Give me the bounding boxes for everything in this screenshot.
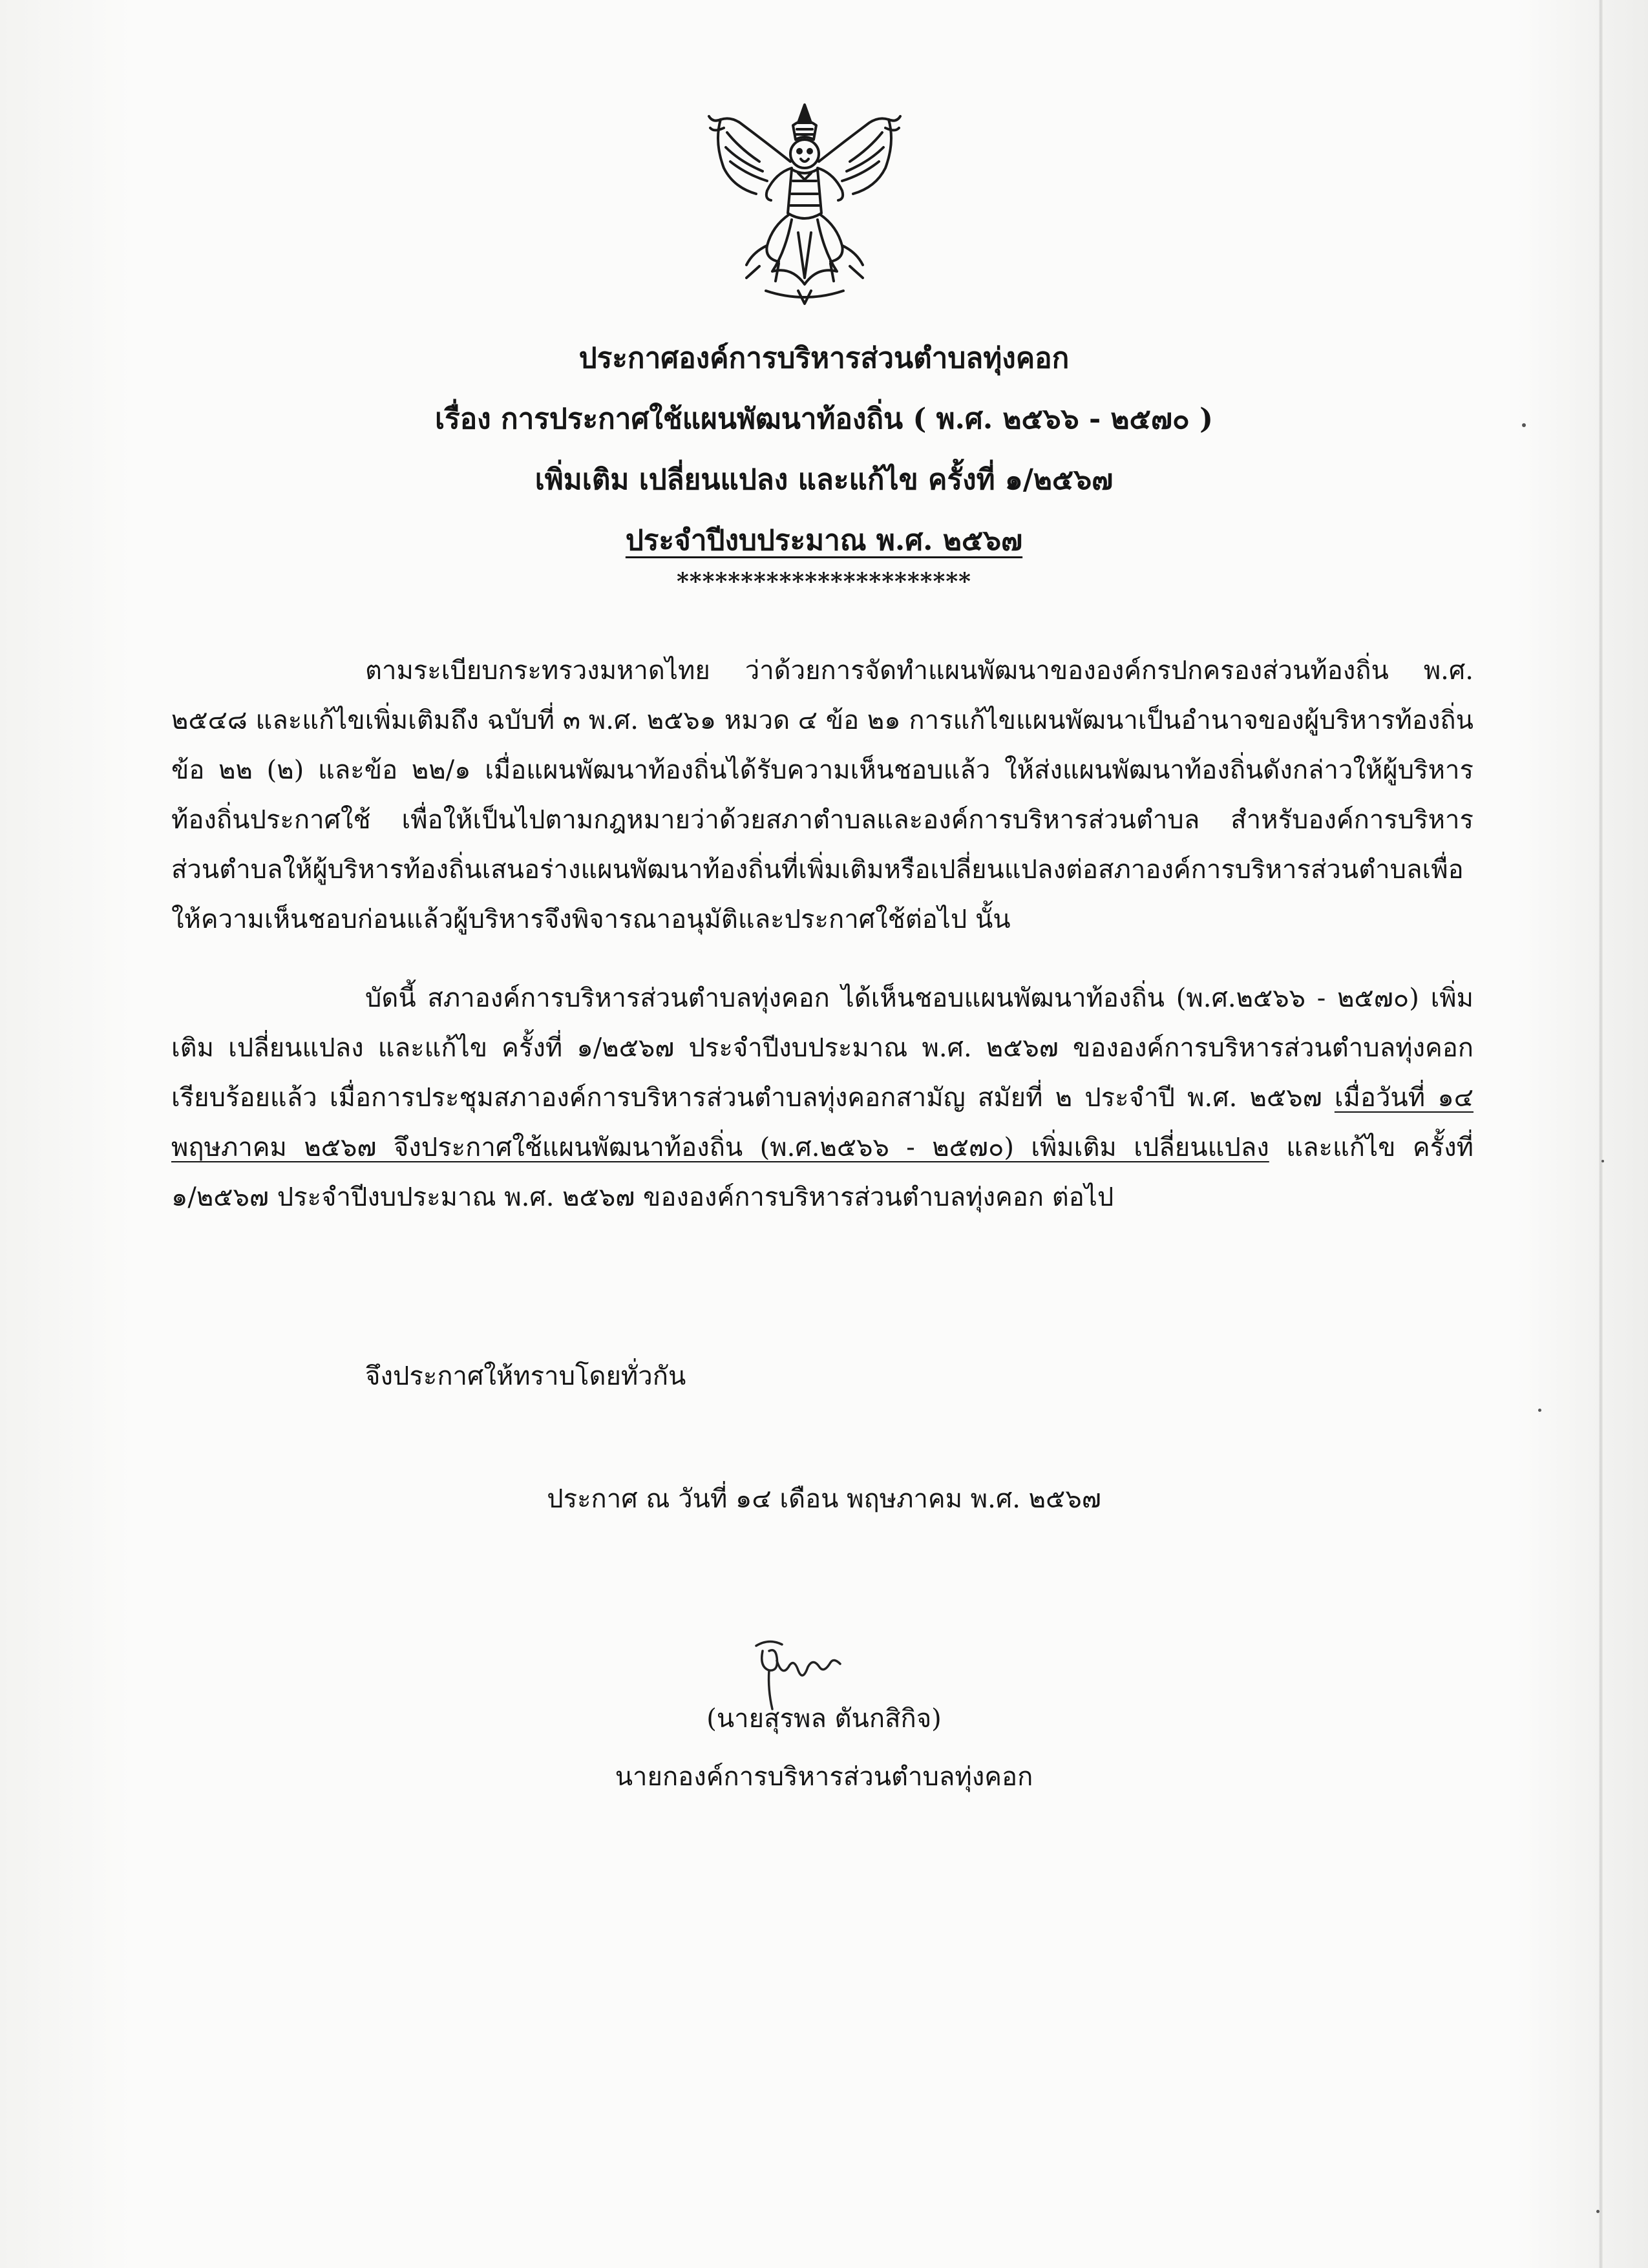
scan-speck xyxy=(1538,1409,1541,1412)
scan-speck xyxy=(1596,2210,1600,2213)
document-body xyxy=(171,646,1474,1252)
garuda-emblem-icon xyxy=(695,97,914,317)
closing-statement: จึงประกาศให้ทราบโดยทั่วกัน xyxy=(365,1361,686,1391)
body-paragraph-2 xyxy=(171,974,1474,1223)
body-paragraph-1: ตามระเบียบกระทรวงมหาดไทย ว่าด้วยการจัดทำแผนพัฒนาขององค์กรปกครองส่วนท้องถิ่น พ.ศ. ๒๕๔๘ และแก้ไขเพิ่มเติมถึง ฉบับที่ ๓ พ.ศ. ๒๕๖๑ หมวด ๔ ข้อ ๒๑ การแก้ไขแผนพัฒนาเป็นอำนาจของผู้บริหารท้องถิ่น ข้อ ๒๒ (๒) และข้อ ๒๒/๑ เมื่อแผนพัฒนาท้องถิ่นได้รับความเห็นชอบแล้ว ให้ส่งแผนพัฒนาท้องถิ่นดังกล่าวให้ผู้บริหารท้องถิ่นประกาศใช้ เพื่อให้เป็นไปตามกฎหมายว่าด้วยสภาตำบลและองค์การบริหารส่วนตำบล สำหรับองค์การบริหารส่วนตำบลให้ผู้บริหารท้องถิ่นเสนอร่างแผนพัฒนาท้องถิ่นที่เพิ่มเติมหรือเปลี่ยนแปลงต่อสภาองค์การบริหารส่วนตำบลเพื่อให้ความเห็นชอบก่อนแล้วผู้บริหารจึงพิจารณาอนุมัติและประกาศใช้ต่อไป นั้น xyxy=(171,656,1474,934)
header-organization: ประกาศองค์การบริหารส่วนตำบลทุ่งคอก xyxy=(578,342,1070,375)
header-fiscal-year xyxy=(0,521,1648,560)
body-paragraph-2-part-c: และแก้ไข ครั้งที่ ๑/๒๕๖๗ ประจำปีงบประมาณ พ.ศ. ๒๕๖๗ ขององค์การบริหารส่วนตำบลทุ่งคอก ต่อไป xyxy=(171,1133,1474,1212)
scan-speck xyxy=(1522,423,1526,427)
header-subject: เรื่อง การประกาศใช้แผนพัฒนาท้องถิ่น ( พ.ศ. ๒๕๖๖ - ๒๕๗๐ ) xyxy=(435,403,1213,436)
document-header xyxy=(0,339,1648,595)
header-fiscal-year-text: ประจำปีงบประมาณ พ.ศ. ๒๕๖๗ xyxy=(625,524,1023,557)
header-separator: *********************** xyxy=(676,568,971,595)
header-amendment: เพิ่มเติม เปลี่ยนแปลง และแก้ไข ครั้งที่ ๑/๒๕๖๗ xyxy=(534,463,1114,496)
scan-speck xyxy=(1601,1160,1604,1162)
signer-title: นายกองค์การบริหารส่วนตำบลทุ่งคอก xyxy=(615,1762,1033,1792)
body-paragraph-2-highlight: เมื่อวันที่ ๑๔ พฤษภาคม ๒๕๖๗ จึงประกาศใช้แผนพัฒนาท้องถิ่น (พ.ศ.๒๕๖๖ - ๒๕๗๐) เพิ่มเติม เปลี่ยนแปลง xyxy=(171,1083,1474,1162)
signer-name: (นายสุรพล ตันกสิกิจ) xyxy=(706,1704,942,1734)
body-paragraph-2-part-a: บัดนี้ สภาองค์การบริหารส่วนตำบลทุ่งคอก ได้เห็นชอบแผนพัฒนาท้องถิ่น (พ.ศ.๒๕๖๖ - ๒๕๗๐) เพิ่มเติม เปลี่ยนแปลง และแก้ไข ครั้งที่ ๑/๒๕๖๗ ประจำปีงบประมาณ พ.ศ. ๒๕๖๗ ขององค์การบริหารส่วนตำบลทุ่งคอกเรียบร้อยแล้ว เมื่อการประชุมสภาองค์การบริหารส่วนตำบลทุ่งคอกสามัญ สมัยที่ ๒ ประจำปี พ.ศ. ๒๕๖๗ xyxy=(171,983,1474,1113)
announcement-date: ประกาศ ณ วันที่ ๑๔ เดือน พฤษภาคม พ.ศ. ๒๕๖๗ xyxy=(547,1484,1101,1514)
